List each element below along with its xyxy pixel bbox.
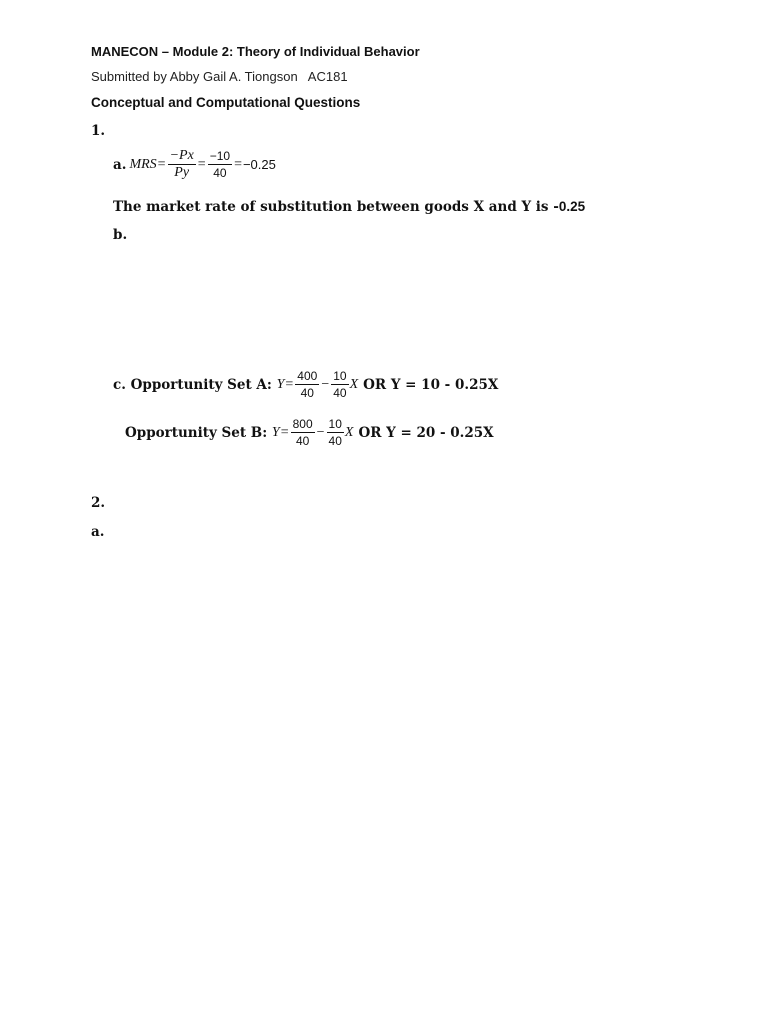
document-title: MANECON – Module 2: Theory of Individual Behavior xyxy=(91,44,420,59)
question-1a-equation xyxy=(113,148,276,181)
x-variable: X xyxy=(344,424,354,440)
submitted-by xyxy=(91,69,348,84)
question-1-number: 1. xyxy=(91,123,106,139)
opportunity-set-b-equation xyxy=(125,416,494,449)
equals-sign: = xyxy=(280,424,289,440)
fraction-denominator: 40 xyxy=(213,166,227,180)
fraction-numerator: −Px xyxy=(169,148,194,163)
income-fraction xyxy=(295,368,319,401)
opportunity-set-a-alt: OR Y = 10 - 0.25X xyxy=(363,376,499,393)
question-2-number: 2. xyxy=(91,495,106,511)
mrs-result: −0.25 xyxy=(242,157,276,172)
fraction-numerator: 10 xyxy=(328,417,342,431)
price-ratio-fraction xyxy=(168,148,196,181)
minus-sign: − xyxy=(321,376,330,392)
opportunity-set-a-label: c. Opportunity Set A: xyxy=(113,376,277,393)
fraction-numerator: −10 xyxy=(209,149,231,163)
minus-sign: − xyxy=(316,424,325,440)
fraction-numerator: 800 xyxy=(292,417,313,431)
equals-sign: = xyxy=(157,156,166,172)
fraction-denominator: 40 xyxy=(295,434,310,448)
opportunity-set-b-label: Opportunity Set B: xyxy=(125,424,272,441)
mrs-symbol: MRS xyxy=(129,156,157,172)
slope-fraction xyxy=(331,368,348,401)
slope-fraction xyxy=(327,416,344,449)
opportunity-set-a-equation xyxy=(113,368,498,401)
fraction-denominator: Py xyxy=(174,165,190,180)
equals-sign: = xyxy=(285,376,294,392)
fraction-denominator: 40 xyxy=(333,386,347,400)
opportunity-set-b-alt: OR Y = 20 - 0.25X xyxy=(358,424,494,441)
section-heading: Conceptual and Computational Questions xyxy=(91,95,361,110)
submitted-by-text: Submitted by Abby Gail A. Tiongson AC181 xyxy=(91,69,348,84)
equals-sign: = xyxy=(234,156,242,172)
numeric-fraction xyxy=(208,148,232,181)
question-1a-label: a. xyxy=(113,156,127,173)
equals-sign: = xyxy=(197,156,206,172)
question-1b-label: b. xyxy=(113,227,128,243)
fraction-numerator: 400 xyxy=(297,369,318,383)
question-1a-statement xyxy=(113,199,585,215)
income-fraction xyxy=(291,416,315,449)
y-variable: Y xyxy=(271,424,280,440)
question-2a-label: a. xyxy=(91,524,105,540)
fraction-denominator: 40 xyxy=(328,434,342,448)
x-variable: X xyxy=(349,376,359,392)
y-variable: Y xyxy=(276,376,285,392)
statement-text: The market rate of substitution between goods X and Y is - xyxy=(113,199,559,215)
fraction-numerator: 10 xyxy=(333,369,347,383)
fraction-denominator: 40 xyxy=(300,386,314,400)
statement-value: 0.25 xyxy=(558,199,586,214)
